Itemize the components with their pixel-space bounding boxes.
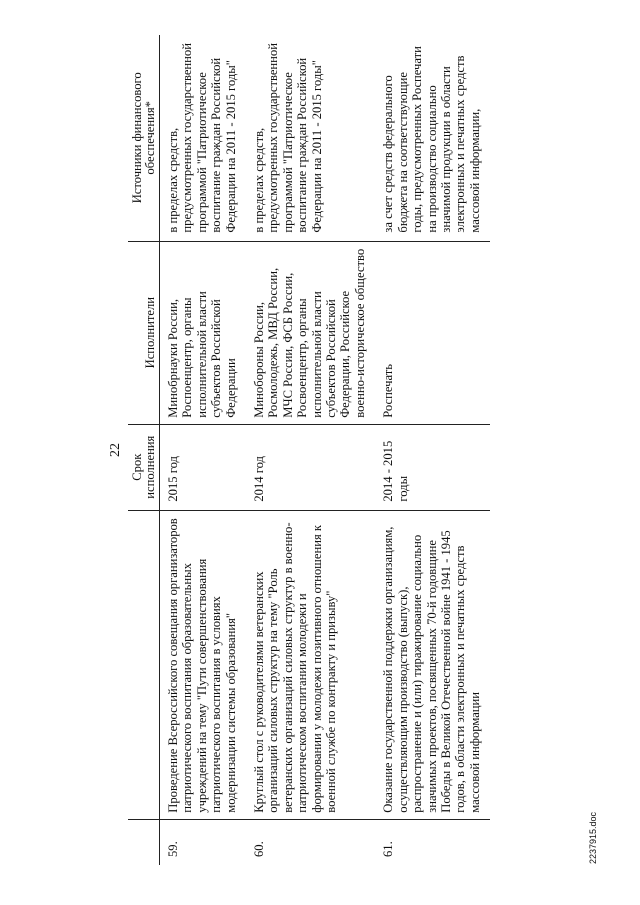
header-executors: Исполнители	[128, 241, 160, 424]
event-sources: за счет средств федерального бюджета на соответствующие годы, предусмотренных Роспечати на производство социально значимой продукции в области электронных и печатных средств массовой информации,	[375, 35, 490, 241]
row-number: 60.	[252, 841, 267, 857]
row-number: 59.	[166, 841, 180, 857]
page-number: 22	[108, 443, 123, 457]
table-row	[160, 35, 247, 865]
document-id: 2237915.doc	[588, 811, 598, 864]
event-name: Проведение Всероссийского совещания организаторов патриотического воспитания образовательных учреждений на тему "Пути совершенствования патриотического воспитания в условиях модернизации системы образования"	[160, 510, 247, 819]
header-term: Срок исполнения	[128, 424, 160, 510]
rotated-page	[80, 30, 610, 870]
table-row	[246, 35, 375, 865]
event-term: 2015 год	[160, 424, 247, 510]
table-header-row	[128, 35, 160, 865]
event-term: 2014 - 2015 годы	[375, 424, 490, 510]
row-number: 61.	[381, 841, 396, 857]
header-sources: Источники финансового обеспечения*	[128, 35, 160, 241]
table-row	[375, 35, 490, 865]
events-table	[128, 35, 490, 865]
event-executors: Роспечать	[375, 241, 490, 424]
event-name: Оказание государственной поддержки организациям, осуществляющим производство (выпуск), распространение и (или) тиражирование социально значимых проектов, посвященных 70-й годовщине Победы в Великой Отечественной войне 1941 - 1945 годов, в области электронных и печатных средств массовой информации	[375, 510, 490, 819]
event-term: 2014 год	[246, 424, 375, 510]
event-executors: Минобрнауки России, Роспоенцентр, органы исполнительной власти субъектов Российской Федерации	[160, 241, 247, 424]
event-sources: в пределах средств, предусмотренных государственной программой "Патриотическое воспитание граждан Российской Федерации на 2011 - 2015 годы"	[160, 35, 247, 241]
header-name	[128, 510, 160, 819]
event-sources: в пределах средств, предусмотренных государственной программой "Патриотическое воспитание граждан Российской Федерации на 2011 - 2015 годы"	[246, 35, 375, 241]
header-num	[128, 819, 160, 865]
event-executors: Минобороны России, Росмолодежь, МВД России, МЧС России, ФСБ России, Росвоенцентр, органы исполнительной власти субъектов Российской Федерации, Российское военно-историческое общество	[246, 241, 375, 424]
event-name: Круглый стол с руководителями ветеранских организаций силовых структур на тему "Роль ветеранских организаций силовых структур в военно-патриотическом воспитании молодежи и формировании у молодежи позитивного отношения к военной службе по контракту и призыву"	[246, 510, 375, 819]
